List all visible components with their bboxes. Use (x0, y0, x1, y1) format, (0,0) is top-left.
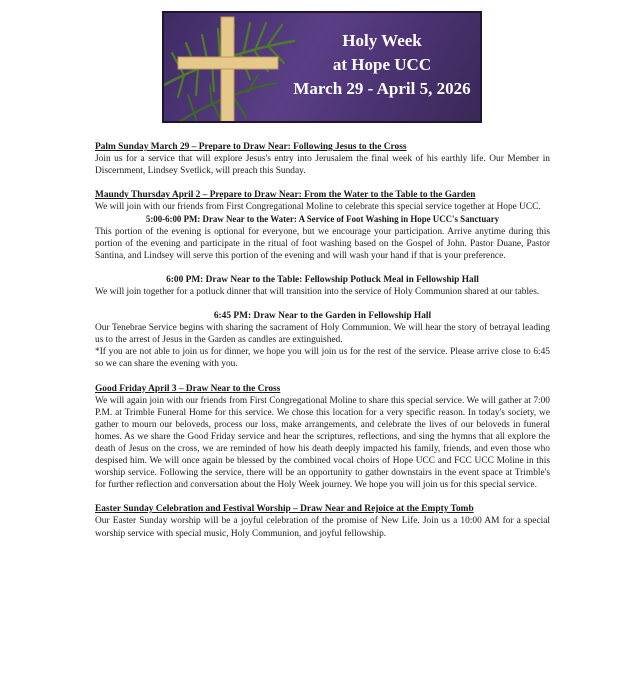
garden-title: 6:45 PM: Draw Near to the Garden in Fellowship Hall (213, 311, 432, 322)
potluck-body: We will join together for a potluck dinner that will transition into the service of Holy Communion shared at our tables. (95, 286, 540, 297)
easter-body: Our Easter Sunday worship will be a joyful celebration of the promise of New Life. Join us a 10:00 AM for a special worship service with special music, Holy Communion, and joyful fellowship. (95, 516, 550, 539)
maundy-thursday-heading: Maundy Thursday April 2 – Prepare to Draw Near: From the Water to the Table to the Garden (95, 190, 476, 201)
good-friday-heading: Good Friday April 3 – Draw Near to the Cross (95, 383, 281, 394)
garden-body: Our Tenebrae Service begins with sharing the sacrament of Holy Communion. We will hear the story of betrayal leading us to the arrest of Jesus in the Garden as candles are extinguished. (95, 323, 550, 346)
holy-week-schedule (95, 141, 550, 540)
banner-title (282, 29, 482, 101)
foot-washing-title: 5:00-6:00 PM: Draw Near to the Water: A Service of Foot Washing in Hope UCC's Sanctuary (145, 214, 500, 225)
easter-heading: Easter Sunday Celebration and Festival Worship – Draw Near and Rejoice at the Empty Tomb (95, 504, 474, 515)
foot-washing-body: This portion of the evening is optional for everyone, but we encourage your participation. Arrive anytime during this portion of the evening and participate in the ritual of foot washing based on the Gospel of John. Pastor Duane, Pastor Santina, and Lindsey will serve this portion of the evening and will wash your hand if that is your preference. (95, 226, 550, 261)
garden-note: *If you are not able to join us for dinner, we hope you will join us for the rest of the service. Please arrive close to 6:45 so we can share the evening with you. (95, 347, 550, 370)
holy-week-banner (162, 11, 482, 123)
palm-sunday-heading: Palm Sunday March 29 – Prepare to Draw Near: Following Jesus to the Cross (95, 142, 407, 152)
banner-line-1: Holy Week (342, 31, 422, 50)
banner-line-3: March 29 - April 5, 2026 (293, 79, 471, 98)
potluck-title: 6:00 PM: Draw Near to the Table: Fellowship Potluck Meal in Fellowship Hall (166, 274, 479, 285)
palm-sunday-body: Join us for a service that will explore Jesus's entry into Jerusalem the final week of his earthly life. Our Member in Discernment, Lindsey Svetlick, will preach this Sunday. (95, 154, 550, 177)
good-friday-body: We will again join with our friends from First Congregational Moline to share this special service. We will gather at 7:00 P.M. at Trimble Funeral Home for this service. We chose this location for a very specific reason. In today's society, we gather to mourn our beloveds, process our loss, make arrangements, and celebrate the lives of our beloveds in funeral homes. As we share the Good Friday service and hear the scriptures, reflections, and sing the hymns that all explore the death of Jesus on the cross, we are reminded of how his death deeply impacted his family, friends, and even those who despised him. We will once again be blessed by the combined vocal choirs of Hope UCC and FCC UCC Moline in this worship service. Following the service, there will be an opportunity to gather downstairs in the event space at Trimble's for further reflection and conversation about the Holy Week journey. We hope you will join us for this special service. (95, 395, 550, 491)
banner-line-2: at Hope UCC (332, 55, 432, 74)
maundy-thursday-body: We will join with our friends from First Congregational Moline to celebrate this special service together at Hope UCC. (95, 202, 541, 213)
